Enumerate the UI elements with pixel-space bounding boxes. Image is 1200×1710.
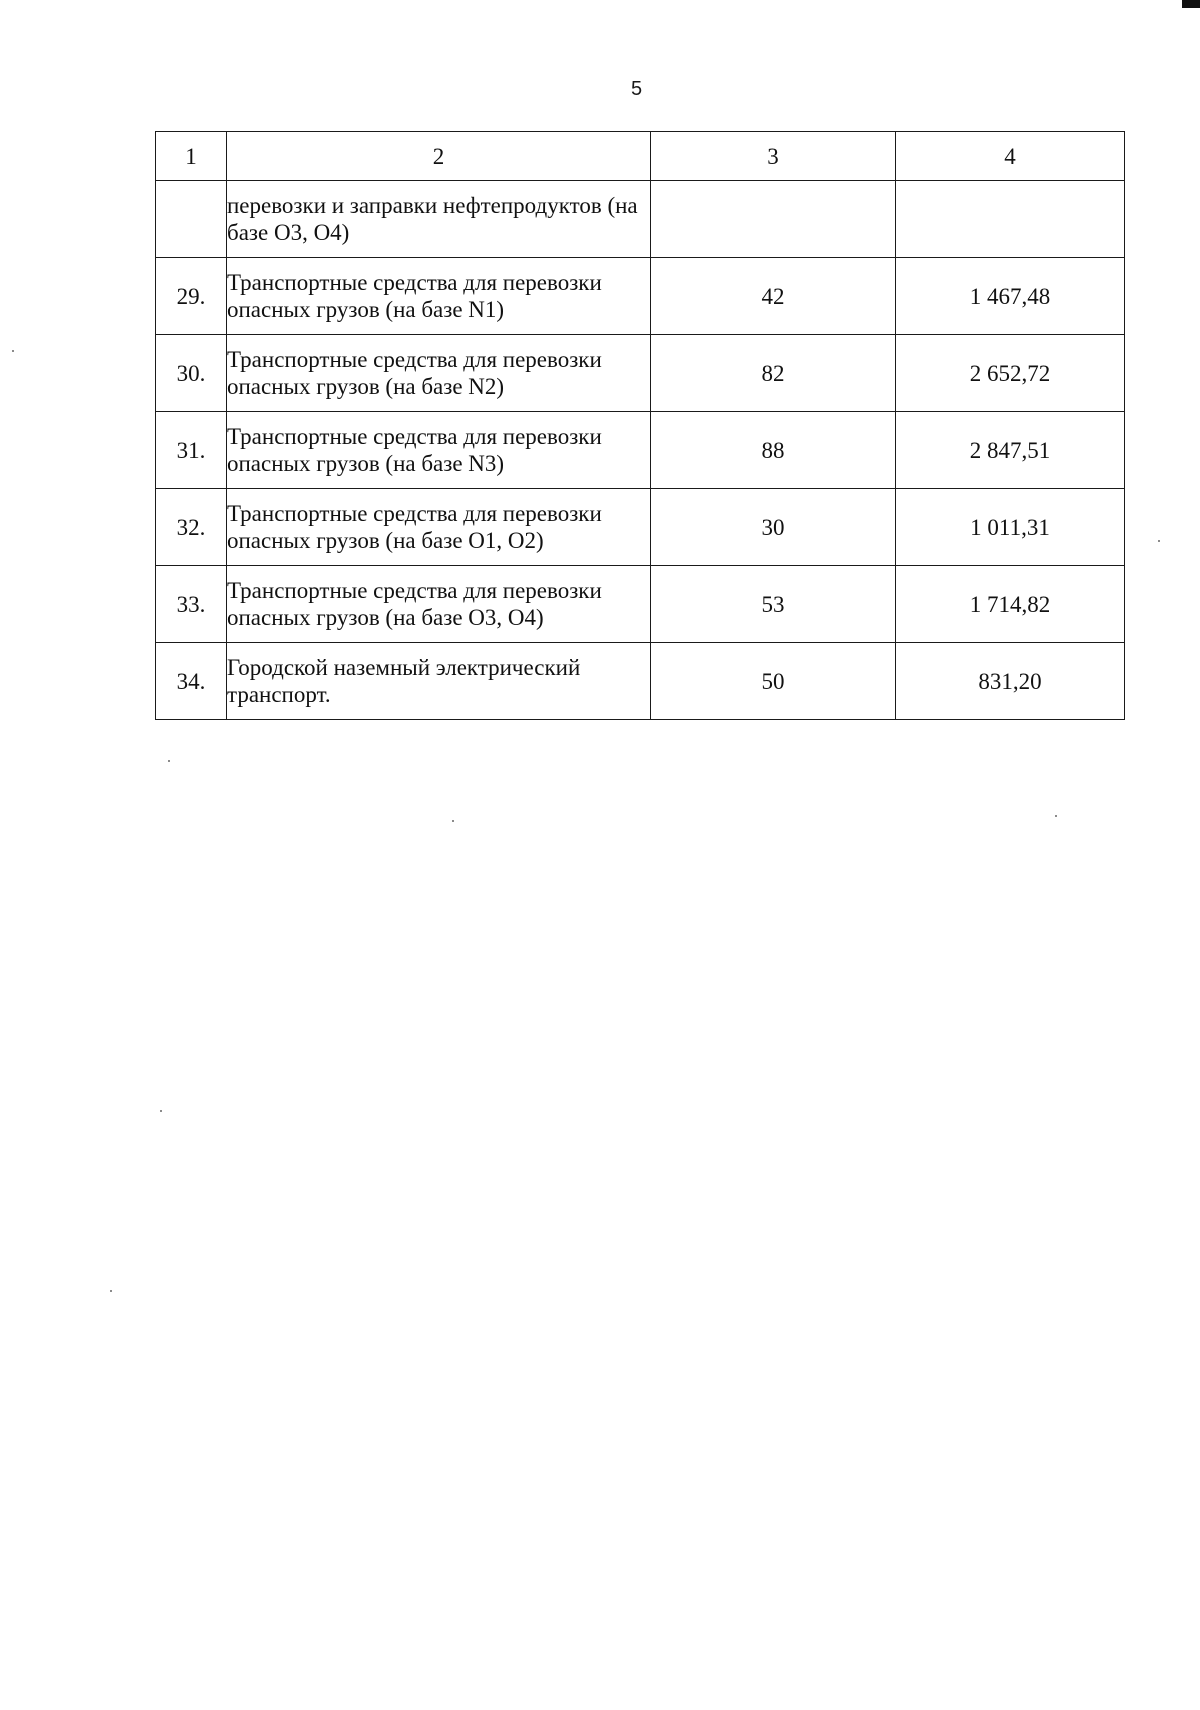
row-number: 29.	[156, 258, 227, 335]
row-name: перевозки и заправки нефтепродуктов (на базе O3, O4)	[227, 181, 651, 258]
scan-speck	[1158, 540, 1160, 542]
row-quantity: 50	[651, 643, 896, 720]
table-row	[156, 489, 1125, 566]
scan-speck	[110, 1290, 112, 1292]
table-row	[156, 412, 1125, 489]
row-name: Городской наземный электрический транспорт.	[227, 643, 651, 720]
page-number: 5	[631, 78, 643, 100]
scan-speck	[12, 350, 14, 352]
table-row	[156, 566, 1125, 643]
row-number: 31.	[156, 412, 227, 489]
row-name: Транспортные средства для перевозки опасных грузов (на базе O1, O2)	[227, 489, 651, 566]
row-quantity: 53	[651, 566, 896, 643]
row-value: 831,20	[896, 643, 1125, 720]
row-name: Транспортные средства для перевозки опасных грузов (на базе N2)	[227, 335, 651, 412]
row-quantity	[651, 181, 896, 258]
row-quantity: 88	[651, 412, 896, 489]
row-name: Транспортные средства для перевозки опасных грузов (на базе N1)	[227, 258, 651, 335]
row-quantity: 30	[651, 489, 896, 566]
table-row	[156, 643, 1125, 720]
header-cell-1: 1	[156, 132, 227, 181]
scan-speck	[1055, 815, 1057, 817]
row-value: 1 011,31	[896, 489, 1125, 566]
scan-speck	[168, 760, 170, 762]
row-value	[896, 181, 1125, 258]
header-cell-3: 3	[651, 132, 896, 181]
header-cell-2: 2	[227, 132, 651, 181]
table-row	[156, 335, 1125, 412]
row-number	[156, 181, 227, 258]
table-row	[156, 258, 1125, 335]
row-value: 2 847,51	[896, 412, 1125, 489]
row-value: 2 652,72	[896, 335, 1125, 412]
row-number: 34.	[156, 643, 227, 720]
row-quantity: 82	[651, 335, 896, 412]
table-row-continuation	[156, 181, 1125, 258]
tariff-table	[155, 131, 1125, 720]
row-quantity: 42	[651, 258, 896, 335]
header-cell-4: 4	[896, 132, 1125, 181]
row-value: 1 467,48	[896, 258, 1125, 335]
scan-speck	[160, 1110, 162, 1112]
table-header-row	[156, 132, 1125, 181]
row-name: Транспортные средства для перевозки опасных грузов (на базе N3)	[227, 412, 651, 489]
scan-speck	[452, 820, 454, 822]
row-number: 33.	[156, 566, 227, 643]
row-value: 1 714,82	[896, 566, 1125, 643]
row-number: 30.	[156, 335, 227, 412]
row-name: Транспортные средства для перевозки опасных грузов (на базе O3, O4)	[227, 566, 651, 643]
row-number: 32.	[156, 489, 227, 566]
scan-corner-mark	[1182, 0, 1200, 8]
